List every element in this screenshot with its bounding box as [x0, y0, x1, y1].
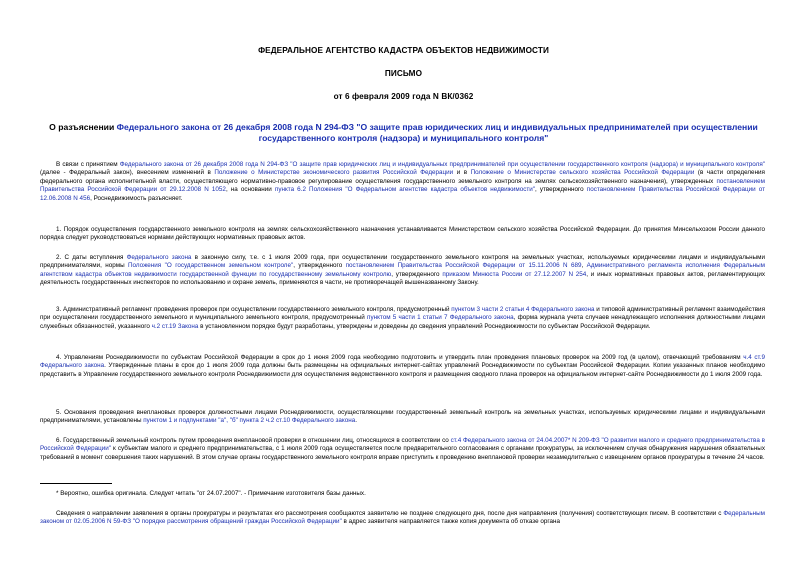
p6-text: 6. Государственный земельный контроль путем проведения внеплановой проверки в отношении лиц, относящихся в соответствии со [56, 437, 451, 444]
p2-text: , [581, 262, 587, 270]
p5-art10-link[interactable]: пунктом 1 и подпунктами "а", "б" пункта 2 ч.2 ст.10 Федерального закона [143, 417, 356, 425]
p3-text: в установленном порядке будут разработаны, утверждены и доведены до сведения управлений Роснедвижимости по субъектам Российской Федерации. [198, 322, 651, 330]
p2-text: , утвержденного [293, 262, 346, 270]
title-law-link[interactable]: Федерального закона от 26 декабря 2008 года N 294-ФЗ "О защите прав юридических лиц и индивидуальных предпринимателей при осуществлении государственного контроля (надзора) и муниципального контроля" [116, 122, 758, 143]
intro-minecon-link[interactable]: Положение о Министерстве экономического развития Российской Федерации [214, 169, 454, 177]
intro-decree-1052-link[interactable]: постановлением Правительства Российской Федерации от 29.12.2008 N 1052 [40, 177, 765, 194]
paragraph-5 [40, 409, 765, 426]
paragraph-1: 1. Порядок осуществления государственного земельного контроля на землях сельскохозяйственного назначения устанавливается Министерством сельского хозяйства Российской Федерации. До принятия Минсельхозом России данного порядка следует руководствоваться нормами действующих нормативных правовых актов. [40, 226, 765, 242]
p3-art4-link[interactable]: пунктом 3 части 2 статьи 4 Федерального закона [451, 306, 595, 313]
paragraph-7 [40, 510, 765, 527]
document-type: ПИСЬМО [384, 69, 423, 78]
p7-law-59-link[interactable]: Федеральным законом от 02.05.2006 N 59-ФЗ "О порядке рассмотрения обращений граждан Российской Федерации" [40, 510, 765, 526]
p4-art9-link[interactable]: ч.4 ст.9 Федерального закона [40, 354, 765, 370]
p3-text: , форма журнала учета случаев ненадлежащего исполнения должностными лицами служебных обязанностей, указанного [40, 314, 765, 330]
p5-text: 5. Основания проведения внеплановых проверок должностными лицами Роснедвижимости, осуществляющими государственный земельный контроль на земельных участках, используемых юридическими лицами и индивидуальными предпринимателями, установлены [40, 409, 765, 425]
p2-text: , утвержденного [391, 270, 443, 278]
document-title [40, 122, 767, 144]
paragraph-4 [40, 354, 765, 379]
document-date-number: от 6 февраля 2009 года N ВК/0362 [333, 92, 474, 101]
p2-text: в законную силу, т.е. с 1 июля 2009 года, при осуществлении государственного земельного контроля на земельных участках, используемых юридическими лицами и индивидуальными предпринимателями, нормы [40, 254, 765, 270]
p2-admin-reglament-link[interactable]: Административного регламента исполнения Федеральным агентством кадастра объектов недвижимости государственной функции по государственному земельному контролю [40, 262, 765, 278]
p4-text: . Утвержденные планы в срок до 1 июля 2009 года должны быть размещены на официальных интернет-сайтах управлений Роснедвижимости по субъектам Российской Федерации. Копии указанных планов необходимо представить в Управление государственного земельного контроля Роснедвижимости для осуществления ведомственного контроля и размещения сводного плана проверок на официальном интернет-сайте Роснедвижимости до 1 июля 2009 года. [40, 362, 766, 378]
intro-paragraph [40, 161, 765, 203]
p2-text: 2. С даты вступления [56, 254, 127, 261]
p2-text: , и иных нормативных правовых актов, регламентирующих деятельность государственных инспекторов по использованию и охране земель, применяются в части, не противоречащей вышеназванному Закону. [40, 270, 765, 287]
p7-text: Сведения о направлении заявления в органы прокуратуры и результатах его рассмотрения сообщаются заявителю не позднее следующего дня, после дня направления (получения) соответствующих писем. В соответствии с [56, 510, 724, 517]
intro-text: , утвержденного [535, 186, 587, 194]
intro-clause-62-link[interactable]: пункта 6.2 Положения "О Федеральном агентстве кадастра объектов недвижимости" [274, 186, 535, 194]
intro-decree-456-link[interactable]: постановлением Правительства Российской Федерации от 12.06.2008 N 456 [40, 186, 765, 202]
p6-text: к субъектам малого и среднего предпринимательства, с 1 июля 2009 года осуществляется после предварительного согласования с органами прокуратуры, за исключением случая обнаружения нарушения обязательных требований в момент совершения таких нарушений. В этом случае органы государственного земельного контроля вправе приступить к проведению внеплановой проверки незамедлительно с извещением органов прокуратуры в течение 24 часов. [40, 445, 765, 461]
footnote: * Вероятно, ошибка оригинала. Следует читать "от 24.07.2007". - Примечание изготовителя базы данных. [56, 490, 366, 497]
p4-text: 4. Управлениям Роснедвижимости по субъектам Российской Федерации в срок до 1 июня 2009 года необходимо подготовить и утвердить план проведения плановых проверок на 2009 год (в целом), отвечающий требованиям [56, 354, 744, 361]
intro-minagro-link[interactable]: Положение о Министерстве сельского хозяйства Российской Федерации [470, 169, 695, 177]
footnote-divider [40, 483, 112, 484]
p2-minjust-order-link[interactable]: приказом Минюста России от 27.12.2007 N 254 [442, 270, 587, 278]
intro-text: (далее - Федеральный закон), внесением изменений в [40, 169, 215, 177]
agency-name: ФЕДЕРАЛЬНОЕ АГЕНТСТВО КАДАСТРА ОБЪЕКТОВ НЕДВИЖИМОСТИ [258, 46, 549, 55]
p2-decree-689-link[interactable]: постановлением Правительства Российской Федерации от 15.11.2006 N 689 [345, 262, 582, 270]
p7-text: в адрес заявителя направляется также копия документа об отказе органа [341, 518, 560, 526]
p6-law-209-link[interactable]: ст.4 Федерального закона от 24.04.2007* N 209-ФЗ "О развитии малого и среднего предпринимательства в Российской Федерации" [40, 437, 765, 453]
p3-text: и типовой административный регламент взаимодействия при осуществлении государственного земельного и муниципального земельного контроля, предусмотренный [40, 306, 765, 322]
paragraph-2 [40, 254, 765, 288]
title-prefix: О разъяснении [49, 122, 117, 132]
intro-text: (в части определения федерального органа исполнительной власти, осуществляющего нормативно-правовое регулирование осуществления государственного земельного контроля на землях сельскохозяйственного назначения), утвержденных [40, 169, 765, 185]
p3-art7-link[interactable]: пунктом 5 части 1 статьи 7 Федерального закона [367, 314, 514, 322]
intro-text: и в [453, 169, 471, 177]
p3-text: 3. Административный регламент проведения проверок при осуществлении государственного земельного контроля, предусмотренный [56, 306, 452, 313]
p3-art19-link[interactable]: ч.2 ст.19 Закона [151, 322, 199, 330]
paragraph-3 [40, 306, 765, 331]
p2-law-link[interactable]: Федерального закона [126, 254, 192, 261]
intro-text: , на основании [225, 186, 275, 194]
intro-text: , Роснедвижимость разъясняет. [90, 194, 183, 202]
intro-text: В связи с принятием [56, 161, 120, 168]
intro-law-link[interactable]: Федерального закона от 26 декабря 2008 года N 294-ФЗ "О защите прав юридических лиц и индивидуальных предпринимателей при осуществлении государственного контроля (надзора) и муниципального контроля" [119, 161, 765, 168]
paragraph-6 [40, 437, 765, 462]
p2-regulation-link[interactable]: Положения "О государственном земельном контроле" [128, 262, 294, 270]
p5-text: . [355, 417, 357, 425]
